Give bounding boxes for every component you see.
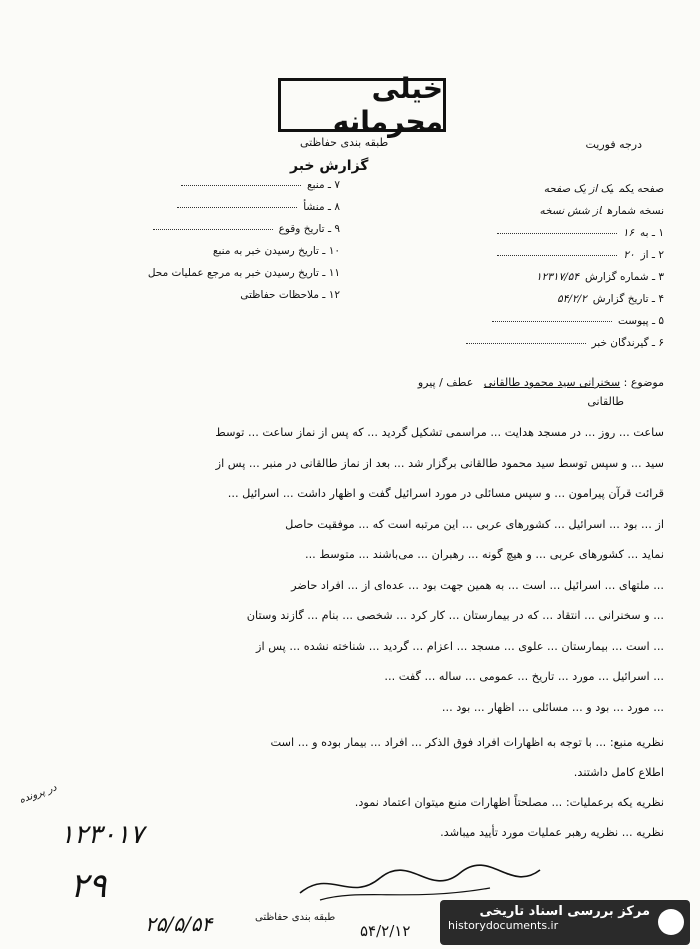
field-label: ۱۱ ـ تاریخ رسیدن خبر به مرجع عملیات محل	[147, 267, 340, 279]
field-row	[40, 262, 340, 284]
field-row	[364, 310, 664, 332]
urgency-label: درجه فوریت	[585, 138, 642, 151]
handwritten-number: ۱۲۳۰۱۷	[60, 820, 144, 850]
field-row	[364, 244, 664, 266]
field-row	[364, 288, 664, 310]
body-line: ... است ... بیمارستان ... علوی ... مسجد ... اعزام ... گردید ... شناخته نشده ... پس از	[256, 639, 664, 653]
field-row	[364, 266, 664, 288]
field-row	[40, 240, 340, 262]
field-label: ۵ ـ پیوست	[617, 315, 664, 327]
field-row	[40, 174, 340, 196]
field-label: ۲ ـ از	[640, 249, 664, 261]
field-row	[364, 332, 664, 354]
handwritten-date: ۲۵/۵/۵۴	[145, 912, 213, 936]
body-line: از ... بود ... اسرائیل ... کشورهای عربی ... این مرتبه است که ... موفقیت حاصل	[285, 517, 664, 531]
body-line: نماید ... کشورهای عربی ... و هیچ گونه ... رهبران ... می‌باشند ... متوسط ...	[305, 548, 664, 561]
subject-block: موضوع : سخنرانی سید محمود طالقانی عطف / پیرو طالقانی	[24, 376, 664, 408]
body-line: ساعت ... روز ... در مسجد هدایت ... مراسمی تشکیل گردید ... که پس از نماز ساعت ... توسط	[215, 426, 664, 439]
body-line: ... اسرائیل ... مورد ... تاریخ ... عمومی ... ساله ... گفت ...	[384, 670, 664, 683]
field-row	[40, 218, 340, 240]
field-label: ۷ ـ منبع	[307, 179, 340, 191]
body-line: ... ملتهای ... اسرائیل ... است ... به همین جهت بود ... عده‌ای از ... افراد حاضر	[291, 578, 664, 592]
field-label: ۱۲ ـ ملاحظات حفاظتی	[240, 289, 340, 301]
subject-line2: طالقانی	[587, 395, 624, 408]
body-line: قرائت قرآن پیرامون ... و سپس مسائلی در مورد اسرائیل گفت و اظهار داشت ... اسرائیل ...	[227, 487, 664, 500]
operations-opinion: نظریه یکه برعملیات: ... مصلحتاً اظهارات منبع میتوان اعتماد نمود.	[354, 796, 664, 809]
field-row	[364, 200, 664, 222]
field-row	[364, 222, 664, 244]
field-value: ۲۰	[623, 249, 635, 261]
watermark	[440, 900, 690, 945]
field-label: ۶ ـ گیرندگان خبر	[591, 337, 664, 349]
field-label: نسخه شماره	[607, 205, 664, 217]
field-row	[364, 178, 664, 200]
subject-label: موضوع	[630, 376, 664, 389]
field-value: ۵۴/۲/۲	[557, 293, 587, 305]
field-label: ۱۰ ـ تاریخ رسیدن خبر به منبع	[212, 245, 340, 257]
report-title: گزارش خبر	[290, 158, 369, 174]
field-value: ۱۲۳۱۷/۵۴	[536, 271, 580, 283]
reference-label: عطف	[446, 376, 474, 389]
field-value: یک از یک صفحه	[543, 183, 614, 195]
source-opinion: نظریه منبع: ... با توجه به اظهارات افراد فوق الذکر ... افراد ... بیمار بوده و ... است	[270, 736, 664, 749]
body-line: سید ... و سپس توسط سید محمود طالقانی برگزار شد ... بعد از نماز طالقانی در منبر ... پس از	[215, 456, 664, 470]
field-label: ۳ ـ شماره گزارش	[585, 271, 664, 283]
field-row	[40, 284, 340, 306]
field-label: ۱ ـ به	[640, 227, 664, 239]
right-fields	[364, 178, 664, 354]
field-value: از شش نسخه	[539, 205, 602, 217]
field-label: ۴ ـ تاریخ گزارش	[592, 293, 664, 305]
watermark-url: historydocuments.ir	[448, 919, 559, 932]
field-value: ۱۶	[622, 227, 635, 239]
field-label: ۹ ـ تاریخ وقوع	[278, 223, 340, 235]
report-body	[16, 418, 664, 723]
classification-stamp: خیلی محرمانه	[278, 78, 446, 132]
opinion-line: اطلاع کامل داشتند.	[573, 766, 664, 779]
bottom-date: ۵۴/۲/۱۲	[360, 922, 411, 940]
field-label: صفحه یکم	[619, 183, 664, 195]
subject-text: سخنرانی سید محمود طالقانی	[483, 376, 621, 389]
field-row	[40, 196, 340, 218]
stamp-caption: طبقه بندی حفاظتی	[300, 136, 389, 149]
field-label: ۸ ـ منشأ	[303, 201, 340, 213]
watermark-title: مرکز بررسی اسناد تاریخی	[479, 904, 650, 919]
left-fields	[40, 174, 340, 306]
handwritten-number: ۲۹	[70, 866, 107, 906]
archive-logo-icon	[658, 909, 684, 935]
body-line: ... و سخنرانی ... انتقاد ... که در بیمارستان ... کار کرد ... شخصی ... بنام ... گازند وستان	[246, 609, 664, 622]
followup-label: پیرو	[417, 376, 436, 389]
margin-handwriting: در پرونده	[17, 782, 59, 806]
final-opinion: نظریه ... نظریه رهبر عملیات مورد تأیید میباشد.	[440, 826, 664, 839]
footer-classification: طبقه بندی حفاظتی	[255, 912, 336, 923]
body-line: ... مورد ... بود و ... مسائلی ... اظهار ... بود ...	[441, 700, 664, 714]
